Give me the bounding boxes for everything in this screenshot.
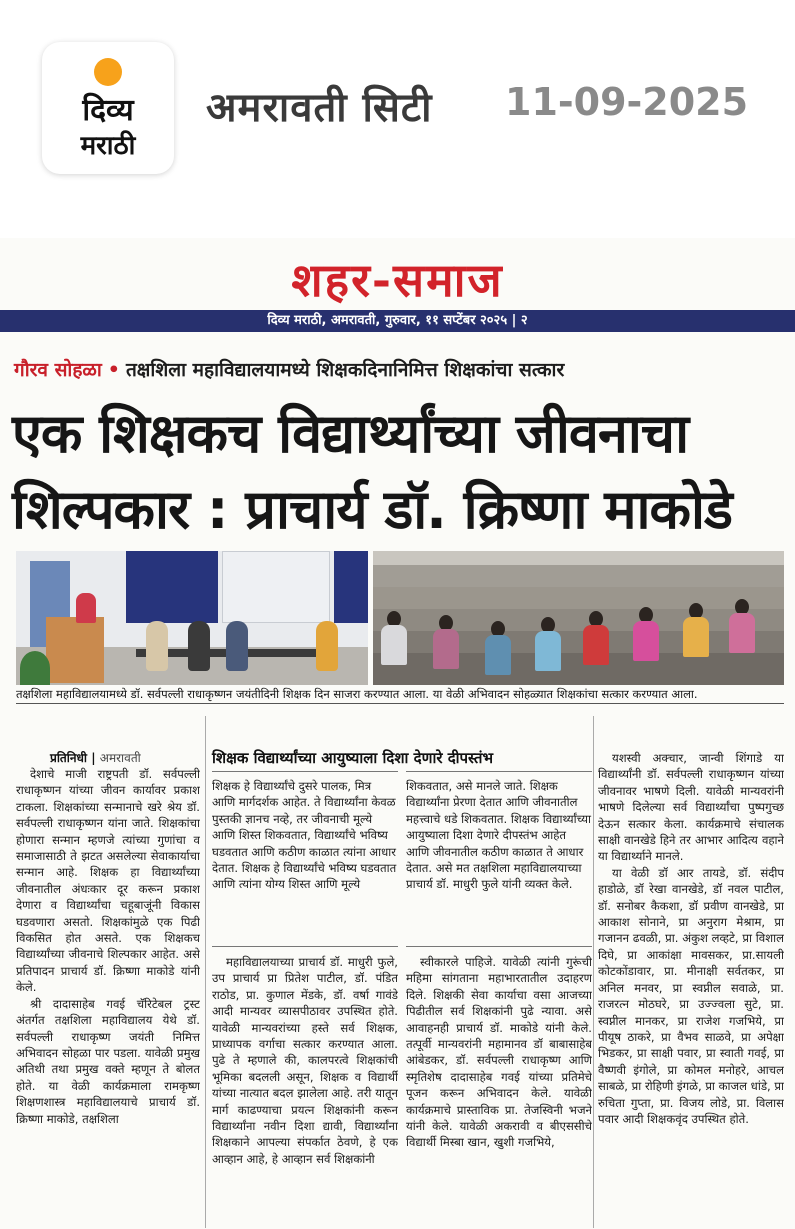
highlight-box-left: शिक्षक हे विद्यार्थ्यांचे दुसरे पालक, मित्र आणि मार्गदर्शक आहेत. ते विद्यार्थ्यांना केवळ पुस्तकी ज्ञानच नव्हे, तर जीवनाची मूल्ये आणि शिस्त शिकवतात, विद्यार्थ्यांचे भविष्य घडवतात आणि कठीण काळात त्यांना आधार देतात. शिक्षक हे विद्यार्थ्यांचे भविष्य घडवतात आणि त्यांना योग्य शिस्त आणि मूल्ये: [212, 771, 398, 947]
kicker: [14, 356, 564, 382]
headline-line2: शिल्पकार : प्राचार्य डॉ. क्रिष्णा माकोडे: [12, 478, 732, 541]
article-paragraph: यशस्वी अक्चार, जान्वी शिंगाडे या विद्यार्थ्यांनी डॉ. सर्वपल्ली राधाकृष्णन यांच्या जीवनावर भाषणे दिली. यावेळी मान्यवरांनी भाषणे दिलेल्या सर्व विद्यार्थ्यांचा पुष्पगुच्छ देऊन सत्कार केला. कार्यक्रमाचे संचालक साक्षी वानखेडे हिने तर आभार आदित्य वहाने या विद्यार्थ्याने मानले.: [598, 751, 784, 864]
highlight-box-right: शिकवतात, असे मानले जाते. शिक्षक विद्यार्थ्यांना प्रेरणा देतात आणि जीवनातील महत्त्वाचे धडे शिकवतात. शिक्षक विद्यार्थ्यांच्या आयुष्याला दिशा देणारे दीपस्तंभ आहेत आणि जीवनातील कठीण काळात ते आधार देतात. असे मत तक्षशिला महाविद्यालयाच्या प्राचार्य डॉ. माधुरी फुले यांनी व्यक्त केले.: [406, 771, 592, 947]
logo-line1: दिव्य: [82, 93, 134, 128]
edition-city: अमरावती सिटी: [206, 85, 433, 131]
newspaper-clipping: [0, 238, 795, 1229]
divider: [16, 703, 784, 704]
article-column-1: [16, 766, 200, 1228]
byline: प्रतिनिधी | अमरावती: [50, 751, 141, 765]
article-paragraph: या वेळी डॉ आर तायडे, डॉ. संदीप हाडोळे, डॉ रेखा वानखेडे, डॉ नवल पाटील, डॉ. सनोबर कैकशा, डॉ प्रवीण वानखेडे, प्रा आकाश सोनाने, प्रा अनुराग मेश्राम, प्रा गजानन ढवळी, प्रा. अंकुश लव्हटे, प्रा विशाल दिघे, प्रा आकांक्षा मावसकर, प्रा.सायली कोटकोंडावार, प्रा. मीनाक्षी सर्वतकर, प्रा अनिल मनवर, प्रा स्वप्नील सवाळे, प्रा. राजरत्न मोठघरे, प्रा उज्ज्वला सुटे, प्रा. स्वप्नील मानकर, प्रा राजेश गजभिये, प्रा पीयूष ठाकरे, प्रा वैभव साळवे, प्रा अपेक्षा भिडकर, प्रा साक्षी पवार, प्रा स्वाती गवई, प्रा वैष्णवी इंगोले, प्रा कोमल मनोहरे, आचल साबळे, प्रा रोहिणी इंगळे, प्रा काजल धांडे, प्रा रुचिता गुप्ता, प्रा. विजय लोडे, प्रा. विलास पवार आदी शिक्षकवृंद उपस्थित होते.: [598, 865, 784, 1126]
masthead-bar: दिव्य मराठी, अमरावती, गुरुवार, ११ सप्टेंबर २०२५ | २: [0, 310, 795, 332]
article-paragraph: देशाचे माजी राष्ट्रपती डॉ. सर्वपल्ली राधाकृष्णन यांच्या जीवन कार्यावर प्रकाश टाकला. शिक्षकांच्या सन्मानाचे खरे श्रेय डॉ. सर्वपल्ली राधाकृष्णन यांना जाते. शिक्षकांचा होणारा सन्मान म्हणजे त्यांच्या गुणांचा व समाजासाठी ते झटत असलेल्या सेवाकार्याचा सन्मान आहे. शिक्षक हा विद्यार्थ्यांच्या जीवनातील अंधःकार दूर करून प्रकाश देणारा व विद्यार्थ्यांचा चहूबाजूंनी विकास घडवणारा असतो. शिक्षकांमुळे एक पिढी विकसित होत असते. एक शिक्षकच विद्यार्थ्यांच्या जीवनाचे शिल्पकार आहेत. असे प्रतिपादन प्राचार्य डॉ. क्रिष्णा माकोडे यांनी केले.: [16, 767, 200, 995]
subheading: शिक्षक विद्यार्थ्यांच्या आयुष्याला दिशा देणारे दीपस्तंभ: [212, 749, 493, 767]
divya-marathi-logo[interactable]: [42, 42, 174, 174]
article-paragraph: श्री दादासाहेब गवई चॅरिटेबल ट्रस्ट अंतर्गत तक्षशिला महाविद्यालय येथे डॉ. सर्वपल्ली राधाकृष्ण जयंती निमित्त अभिवादन सोहळा पार पडला. यावेळी प्रमुख अतिथी तथा प्रमुख वक्ते म्हणून ते बोलत होते. या वेळी कार्यक्रमाला रामकृष्ण शिक्षणशास्त्र महाविद्यालयाचे प्राचार्य डॉ. क्रिष्णा माकोडे, तक्षशिला: [16, 996, 200, 1126]
column-divider: [205, 716, 206, 1228]
article-column-3: [406, 954, 592, 1228]
article-column-4: [598, 750, 784, 1228]
byline-place: अमरावती: [99, 751, 141, 765]
logo-line2: मराठी: [80, 131, 136, 161]
audience-photo: [373, 551, 784, 685]
app-header: [0, 0, 795, 210]
kicker-text: तक्षशिला महाविद्यालयामध्ये शिक्षकदिनानिमित्त शिक्षकांचा सत्कार: [125, 359, 565, 381]
column-divider: [593, 716, 594, 1228]
article-paragraph: स्वीकारले पाहिजे. यावेळी त्यांनी गुरूंची महिमा सांगताना महाभारतातील उदाहरण दिले. शिक्षकी सेवा कार्याचा वसा आजच्या पिढीतील सर्व शिक्षकांनी पुढे न्यावा. असे आवाहनही प्राचार्य डॉ. माकोडे यांनी केले. तत्पूर्वी मान्यवरांनी महामानव डॉ बाबासाहेब आंबेडकर, डॉ. सर्वपल्ली राधाकृष्ण आणि स्मृतिशेष दादासाहेब गवई यांच्या प्रतिमेचे पूजन करून अभिवादन केले. यावेळी कार्यक्रमाचे प्रास्ताविक प्रा. तेजस्विनी भजने यांनी केले. यावेळी अकरावी व बीएससीचे विद्यार्थी मिस्बा खान, खुशी गजभिये,: [406, 955, 592, 1150]
kicker-bullet: •: [107, 359, 120, 381]
edition-date: 11-09-2025: [505, 80, 749, 124]
headline: [12, 396, 787, 548]
section-title: शहर-समाज: [291, 253, 504, 307]
byline-label: प्रतिनिधी: [50, 751, 88, 765]
article-column-2: [212, 954, 398, 1228]
article-paragraph: महाविद्यालयाच्या प्राचार्य डॉ. माधुरी फुले, उप प्राचार्य प्रा प्रितेश पाटील, डॉ. पंडित राठोड, प्रा. कुणाल मेंडके, डॉ. वर्षा गावंडे आदी मान्यवर व्यासपीठावर उपस्थित होते. यावेळी मान्यवरांच्या हस्ते सर्व शिक्षक, प्राध्यापक वर्गाचा सत्कार करण्यात आला. पुढे ते म्हणाले की, कालपरत्वे शिक्षकांची भूमिका बदलली असून, शिक्षक व विद्यार्थी यांच्या नात्यात बदल झालेला आहे. तरी यातून मार्ग काढण्याचा प्रयत्न शिक्षकांनी करून विद्यार्थ्यांना नवीन दिशा द्यावी, विद्यार्थ्यांना शिक्षकाने आपल्या संपर्कात ठेवणे, हे एक आव्हान आहे, हे आव्हान सर्व शिक्षकांनी: [212, 955, 398, 1166]
logo-sun-icon: [94, 58, 122, 86]
event-stage-photo: [16, 551, 368, 685]
photo-caption: तक्षशिला महाविद्यालयामध्ये डॉ. सर्वपल्ली राधाकृष्णन जयंतीदिनी शिक्षक दिन साजरा करण्यात आला. या वेळी अभिवादन सोहळ्यात शिक्षकांचा सत्कार करण्यात आला.: [16, 687, 698, 701]
headline-line1: एक शिक्षकच विद्यार्थ्यांच्या जीवनाचा: [12, 402, 689, 465]
kicker-label: गौरव सोहळा: [14, 359, 102, 381]
